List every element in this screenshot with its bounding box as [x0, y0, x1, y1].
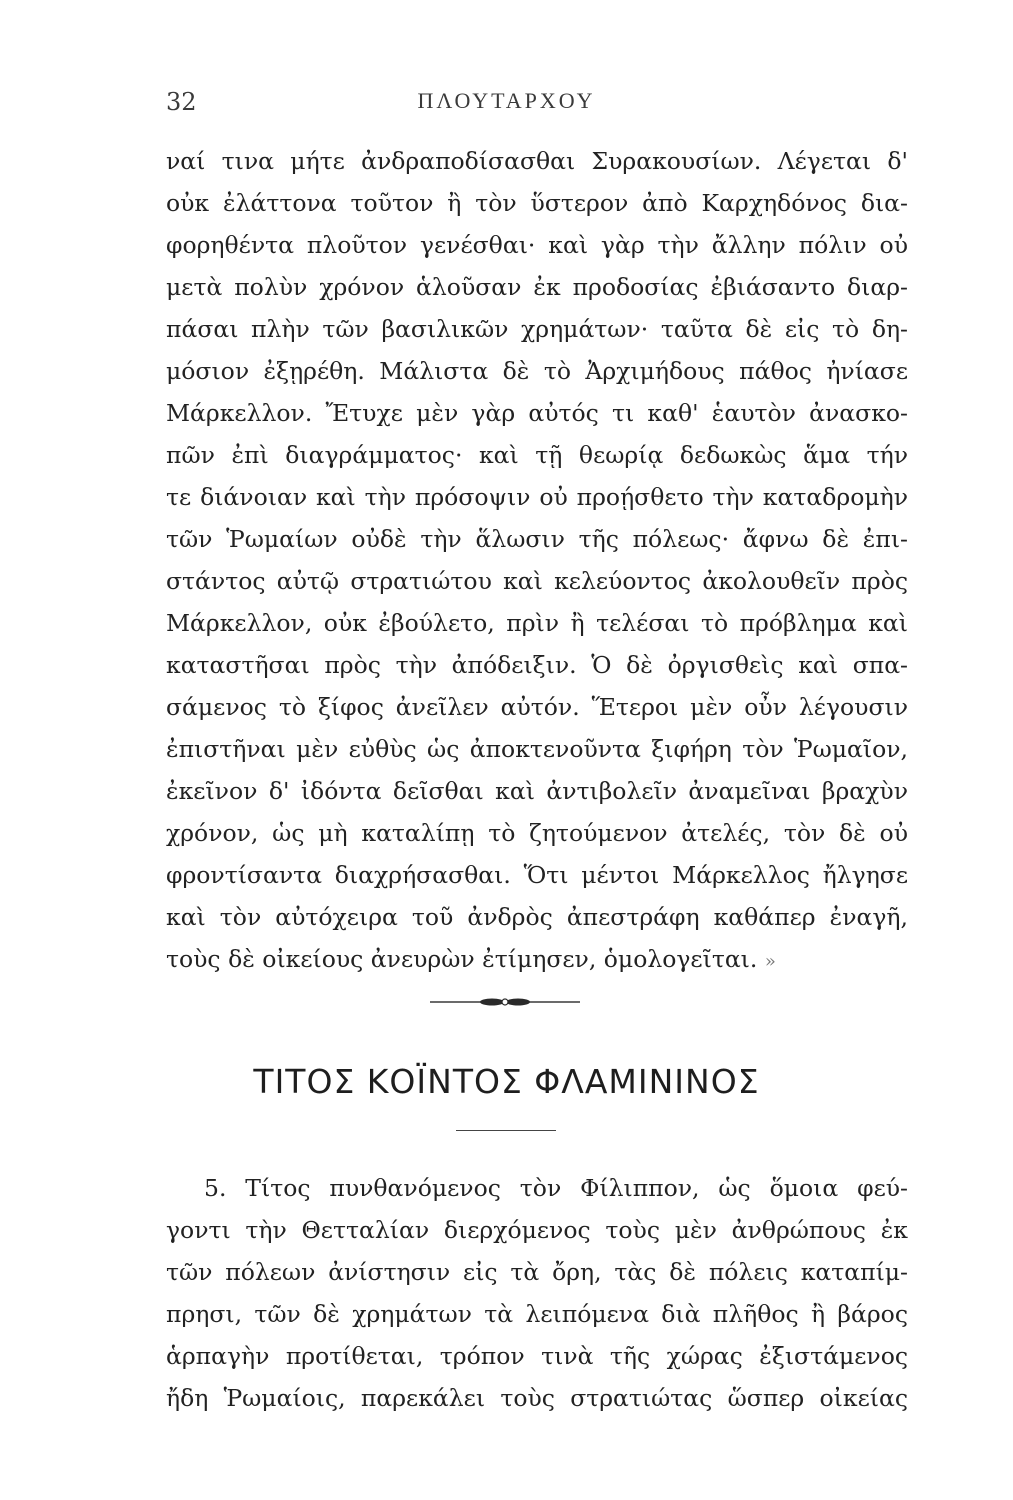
- divider-ornament-icon: [430, 995, 580, 1009]
- body-line: ναί τινα μήτε ἀνδραποδίσασθαι Συρακουσίων. Λέγεται δ': [166, 147, 908, 175]
- body-line: τε διάνοιαν καὶ τὴν πρόσοψιν οὐ προῄσθετο τὴν καταδρομὴν: [166, 483, 908, 511]
- body-line: καὶ τὸν αὐτόχειρα τοῦ ἀνδρὸς ἀπεστράφη καθάπερ ἐναγῆ,: [166, 903, 908, 931]
- body-line: μόσιον ἐξῃρέθη. Μάλιστα δὲ τὸ Ἀρχιμήδους πάθος ἠνίασε: [166, 357, 908, 385]
- body-line: χρόνον, ὡς μὴ καταλίπῃ τὸ ζητούμενον ἀτελές, τὸν δὲ οὐ: [166, 819, 908, 847]
- body-line: στάντος αὐτῷ στρατιώτου καὶ κελεύοντος ἀκολουθεῖν πρὸς: [166, 567, 908, 595]
- body-line: φορηθέντα πλοῦτον γενέσθαι· καὶ γὰρ τὴν ἄλλην πόλιν οὐ: [166, 231, 908, 259]
- body-line: ἐπιστῆναι μὲν εὐθὺς ὡς ἀποκτενοῦντα ξιφήρη τὸν Ῥωμαῖον,: [166, 735, 908, 763]
- body-line: Μάρκελλον. Ἔτυχε μὲν γὰρ αὐτός τι καθ' ἑαυτὸν ἀνασκο-: [166, 399, 908, 427]
- body-line: τῶν Ῥωμαίων οὐδὲ τὴν ἅλωσιν τῆς πόλεως· ἄφνω δὲ ἐπι-: [166, 525, 908, 553]
- body-line: φροντίσαντα διαχρήσασθαι. Ὅτι μέντοι Μάρκελλος ἤλγησε: [166, 861, 908, 889]
- body-line: ἐκεῖνον δ' ἰδόντα δεῖσθαι καὶ ἀντιβολεῖν ἀναμεῖναι βραχὺν: [166, 777, 908, 805]
- body-line-text: τοὺς δὲ οἰκείους ἀνευρὼν ἐτίμησεν, ὁμολογεῖται.: [166, 945, 758, 973]
- body-line: πάσαι πλὴν τῶν βασιλικῶν χρημάτων· ταῦτα δὲ εἰς τὸ δη-: [166, 315, 908, 343]
- section-line: ἁρπαγὴν προτίθεται, τρόπον τινὰ τῆς χώρας ἐξιστάμενος: [166, 1342, 908, 1370]
- section-line: ἤδη Ῥωμαίοις, παρεκάλει τοὺς στρατιώτας ὥσπερ οἰκείας: [166, 1384, 908, 1412]
- section-line: πρησι, τῶν δὲ χρημάτων τὰ λειπόμενα διὰ πλῆθος ἢ βάρος: [166, 1300, 908, 1328]
- section-line: τῶν πόλεων ἀνίστησιν εἰς τὰ ὄρη, τὰς δὲ πόλεις καταπίμ-: [166, 1258, 908, 1286]
- title-underline: [456, 1130, 556, 1131]
- body-line: καταστῆσαι πρὸς τὴν ἀπόδειξιν. Ὁ δὲ ὀργισθεὶς καὶ σπα-: [166, 651, 908, 679]
- margin-mark: »: [764, 951, 776, 972]
- page-number: 32: [166, 88, 197, 116]
- body-line-last: [166, 939, 908, 979]
- running-title: ΠΛΟΥΤΑΡΧΟΥ: [417, 88, 596, 113]
- section-line: 5. Τίτος πυνθανόμενος τὸν Φίλιππον, ὡς ὅμοια φεύ-: [204, 1174, 908, 1202]
- body-line: σάμενος τὸ ξίφος ἀνεῖλεν αὐτόν. Ἕτεροι μὲν οὖν λέγουσιν: [166, 693, 908, 721]
- body-line: πῶν ἐπὶ διαγράμματος· καὶ τῇ θεωρίᾳ δεδωκὼς ἅμα τήν: [166, 441, 908, 469]
- section-line: γοντι τὴν Θετταλίαν διερχόμενος τοὺς μὲν ἀνθρώπους ἐκ: [166, 1216, 908, 1244]
- section-title: ΤΙΤΟΣ ΚΟΪΝΤΟΣ ΦΛΑΜΙΝΙΝΟΣ: [253, 1062, 760, 1101]
- body-line: οὐκ ἐλάττονα τοῦτον ἢ τὸν ὕστερον ἀπὸ Καρχηδόνος δια-: [166, 189, 908, 217]
- body-line: μετὰ πολὺν χρόνον ἁλοῦσαν ἐκ προδοσίας ἐβιάσαντο διαρ-: [166, 273, 908, 301]
- body-line: Μάρκελλον, οὐκ ἐβούλετο, πρὶν ἢ τελέσαι τὸ πρόβλημα καὶ: [166, 609, 908, 637]
